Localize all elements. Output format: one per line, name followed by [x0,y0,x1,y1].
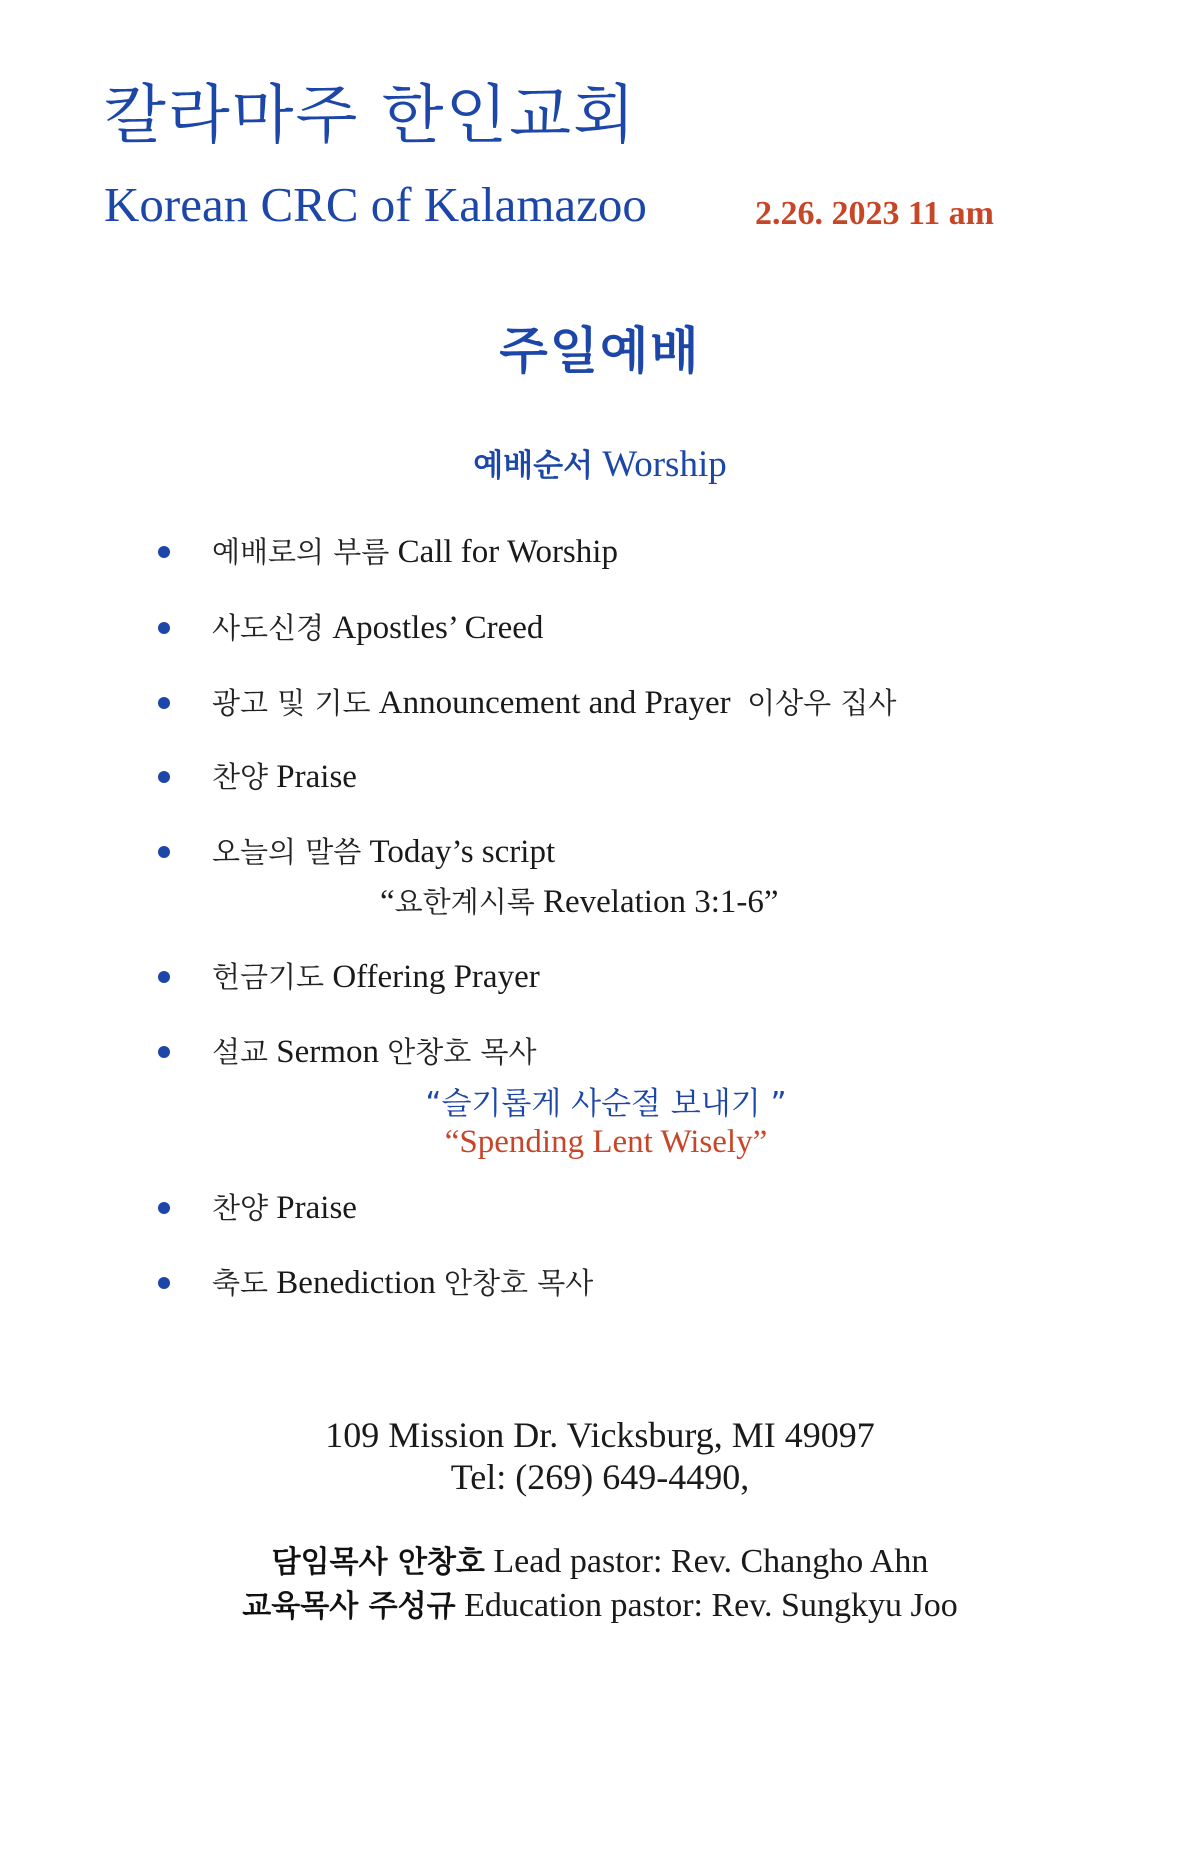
scripture-reference [380,880,779,924]
bullet-icon [158,697,170,709]
item-label-english: Praise [276,1190,357,1226]
list-item [158,955,540,999]
bullet-icon [158,546,170,558]
item-label-korean: 축도 [212,1266,269,1300]
list-item [158,1186,357,1230]
bullet-icon [158,622,170,634]
item-label-korean: 찬양 [212,1191,269,1225]
sermon-title-korean: “슬기롭게 사순절 보내기 ” [425,1086,787,1122]
list-item [158,1261,593,1305]
bullet-icon [158,1202,170,1214]
item-label-english: Today’s script [369,834,556,870]
item-leader: 안창호 목사 [387,1035,537,1069]
item-label-korean: 오늘의 말씀 [212,835,362,869]
item-label-english: Praise [276,759,357,795]
item-label-english: Announcement and Prayer [378,685,731,721]
bullet-icon [158,971,170,983]
lead-pastor-line [0,1540,1200,1585]
item-label-english: Sermon [276,1034,379,1070]
church-name-english: Korean CRC of Kalamazoo [104,177,647,232]
church-address: 109 Mission Dr. Vicksburg, MI 49097 [325,1415,875,1455]
education-pastor-english: Education pastor: Rev. Sungkyu Joo [464,1587,958,1624]
order-title-korean: 예배순서 [473,448,594,484]
item-label-korean: 헌금기도 [212,960,325,994]
item-label-english: Apostles’ Creed [332,610,544,646]
list-item [158,681,896,725]
item-label-korean: 예배로의 부름 [212,535,390,569]
education-pastor-line [0,1584,1200,1629]
order-of-worship-heading [0,446,1200,483]
item-label-english: Benediction [276,1265,436,1301]
list-item [158,830,555,874]
item-label-korean: 광고 및 기도 [212,686,371,720]
item-leader: 이상우 집사 [747,686,897,720]
bullet-icon [158,1277,170,1289]
lead-pastor-english: Lead pastor: Rev. Changho Ahn [493,1543,929,1580]
service-datetime: 2.26. 2023 11 am [755,195,994,232]
lead-pastor-korean: 담임목사 안창호 [271,1545,485,1580]
church-phone: Tel: (269) 649-4490, [450,1457,750,1497]
list-item [158,606,543,650]
item-label-english: Call for Worship [397,534,618,570]
service-title: 주일예배 [499,322,701,380]
bullet-icon [158,846,170,858]
item-label-korean: 사도신경 [212,611,325,645]
scripture-open-quote: “ [380,884,395,920]
scripture-book-english: Revelation 3:1-6” [542,884,779,920]
church-name-korean: 칼라마주 한인교회 [104,79,637,153]
bullet-icon [158,1046,170,1058]
list-item [158,530,618,574]
item-label-english: Offering Prayer [332,959,540,995]
list-item [158,1030,537,1074]
list-item [158,755,357,799]
order-title-english: Worship [602,444,727,485]
item-label-korean: 찬양 [212,760,269,794]
church-contact [0,1414,1200,1498]
sermon-title-english: “Spending Lent Wisely” [444,1124,768,1160]
item-label-korean: 설교 [212,1035,269,1069]
scripture-book-korean: 요한계시록 [394,885,535,919]
education-pastor-korean: 교육목사 주성규 [242,1589,456,1624]
bullet-icon [158,771,170,783]
item-leader: 안창호 목사 [444,1266,594,1300]
